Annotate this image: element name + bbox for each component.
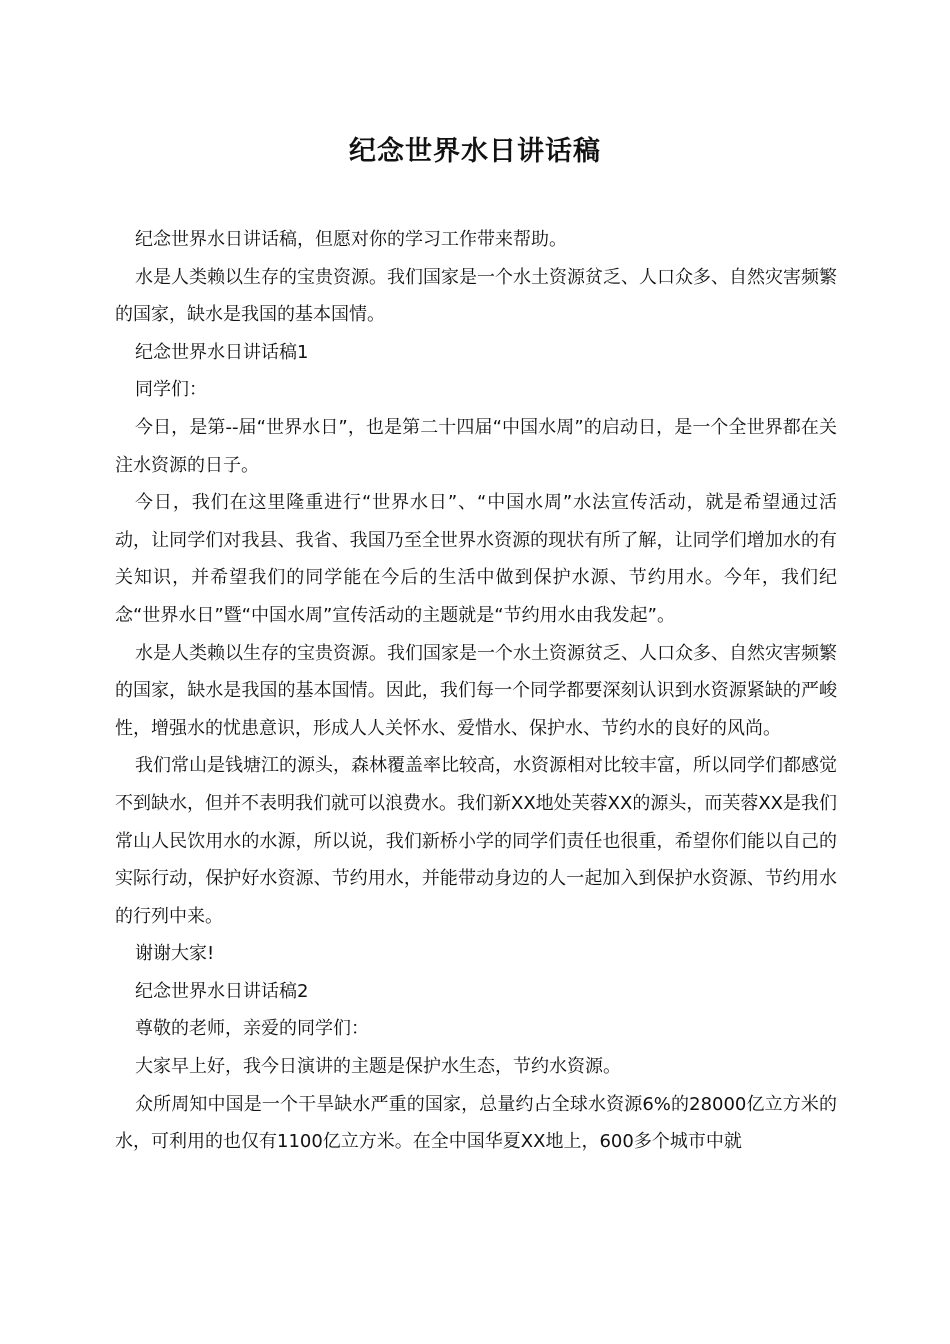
paragraph: 众所周知中国是一个干旱缺水严重的国家，总量约占全球水资源6%的28000亿立方米的水，可利用的也仅有1100亿立方米。在全中国华夏XX地上，600多个城市中就 [115,1093,837,1153]
paragraph: 纪念世界水日讲话稿1 [135,341,309,363]
paragraph: 水是人类赖以生存的宝贵资源。我们国家是一个水土资源贫乏、人口众多、自然灾害频繁的国家，缺水是我国的基本国情。 [115,266,837,326]
document-body [115,221,837,1161]
paragraph: 水是人类赖以生存的宝贵资源。我们国家是一个水土资源贫乏、人口众多、自然灾害频繁的国家，缺水是我国的基本国情。因此，我们每一个同学都要深刻认识到水资源紧缺的严峻性，增强水的忧患意识，形成人人关怀水、爱惜水、保护水、节约水的良好的风尚。 [115,642,837,739]
paragraph: 纪念世界水日讲话稿，但愿对你的学习工作带来帮助。 [135,229,567,250]
paragraph: 纪念世界水日讲话稿2 [135,980,309,1002]
paragraph: 大家早上好，我今日演讲的主题是保护水生态，节约水资源。 [135,1056,621,1078]
paragraph: 今日，我们在这里隆重进行“世界水日”、“中国水周”水法宣传活动，就是希望通过活动，让同学们对我县、我省、我国乃至全世界水资源的现状有所了解，让同学们增加水的有关知识，并希望我们的同学能在今后的生活中做到保护水源、节约用水。今年，我们纪念“世界水日”暨“中国水周”宣传活动的主题就是“节约用水由我发起”。 [115,492,837,626]
paragraph: 尊敬的老师，亲爱的同学们： [135,1018,369,1040]
paragraph: 我们常山是钱塘江的源头，森林覆盖率比较高，水资源相对比较丰富，所以同学们都感觉不到缺水，但并不表明我们就可以浪费水。我们新XX地处芙蓉XX的源头，而芙蓉XX是我们常山人民饮用水的水源，所以说，我们新桥小学的同学们责任也很重，希望你们能以自己的实际行动，保护好水资源、节约用水，并能带动身边的人一起加入到保护水资源、节约用水的行列中来。 [115,755,837,927]
paragraph: 今日，是第--届“世界水日”，也是第二十四届“中国水周”的启动日，是一个全世界都在关注水资源的日子。 [115,416,837,476]
paragraph: 同学们： [135,379,207,401]
paragraph: 谢谢大家! [135,943,215,965]
document-title: 纪念世界水日讲话稿 [349,136,601,167]
